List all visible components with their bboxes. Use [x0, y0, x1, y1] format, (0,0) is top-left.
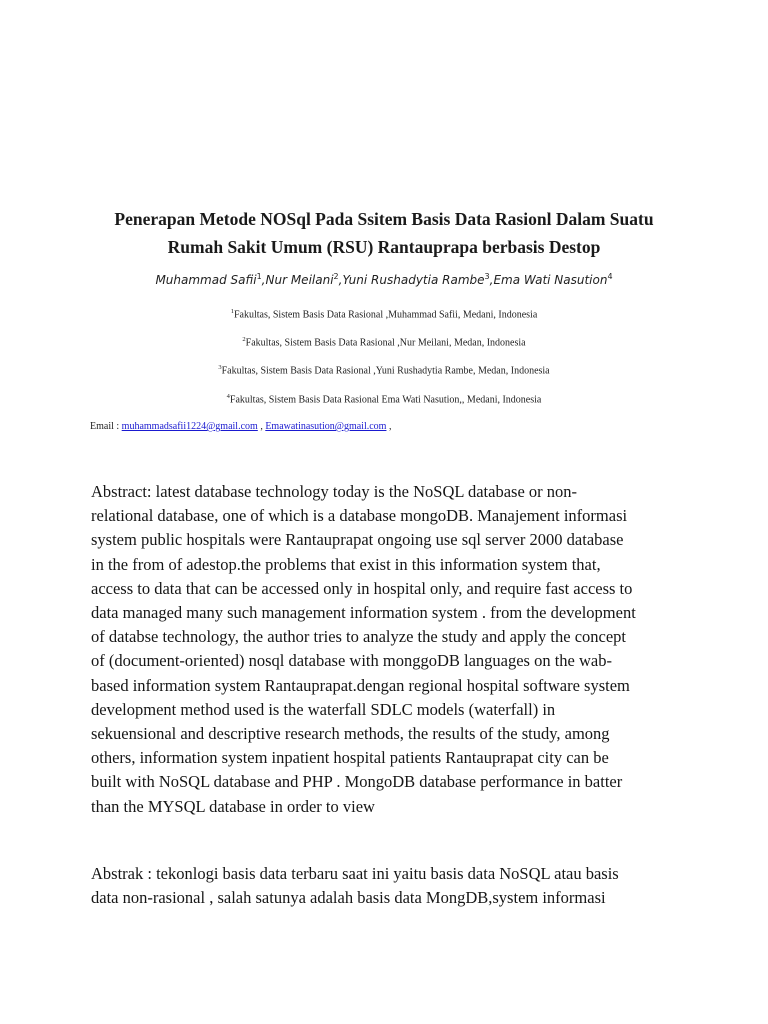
affiliation-4	[40, 393, 728, 405]
abstract-line: of databse technology, the author tries to analyze the study and apply the concept	[91, 627, 627, 647]
author-sup: 1	[256, 272, 262, 281]
affiliation-3	[40, 364, 728, 376]
abstract-indonesian	[91, 862, 685, 910]
author-sup: 3	[484, 272, 490, 281]
title-line-2: Rumah Sakit Umum (RSU) Rantauprapa berbasis Destop	[167, 237, 601, 257]
author-name: Nur Meilani	[265, 273, 334, 287]
affiliation-sup: 4	[226, 393, 230, 400]
affiliation-sup: 2	[242, 336, 246, 343]
author-name: Ema Wati Nasution	[493, 273, 608, 287]
abstrak-line: data non-rasional , salah satunya adalah basis data MongDB,system informasi	[91, 888, 606, 908]
abstract-line: in the from of adestop.the problems that exist in this information system that,	[91, 554, 601, 574]
author-list	[40, 272, 728, 287]
abstract-line: built with NoSQL database and PHP . MongoDB database performance in batter	[91, 772, 623, 792]
affiliation-sup: 1	[230, 308, 234, 315]
author-sup: 2	[333, 272, 339, 281]
abstract-line: access to data that can be accessed only in hospital only, and require fast access to	[91, 578, 633, 598]
abstract-line: of (document-oriented) nosql database with monggoDB languages on the wab-	[91, 651, 612, 671]
abstract-line: data managed many such management information system . from the development	[91, 603, 636, 623]
abstract-line: relational database, one of which is a database mongoDB. Manajement informasi	[91, 506, 628, 526]
author-separator: ,	[489, 273, 494, 287]
email-line	[90, 421, 391, 432]
email-separator: ,	[257, 421, 266, 432]
abstract-line: Abstract: latest database technology today is the NoSQL database or non-	[91, 482, 578, 501]
author-name: Muhammad Safii	[155, 273, 257, 287]
author-separator: ,	[261, 273, 266, 287]
abstract-line: than the MYSQL database in order to view	[91, 796, 375, 816]
abstract-line: system public hospitals were Rantauprapat ongoing use sql server 2000 database	[91, 530, 624, 550]
affiliation-text: Fakultas, Sistem Basis Data Rasional ,Muhammad Safii, Medani, Indonesia	[233, 309, 538, 321]
affiliation-2	[40, 336, 728, 348]
author-separator: ,	[338, 273, 343, 287]
affiliation-text: Fakultas, Sistem Basis Data Rasional ,Yuni Rushadytia Rambe, Medan, Indonesia	[221, 365, 550, 377]
author-name: Yuni Rushadytia Rambe	[342, 273, 485, 287]
email-link-2[interactable]: Emawatinasution@gmail.com	[265, 421, 387, 432]
affiliation-text: Fakultas, Sistem Basis Data Rasional ,Nur Meilani, Medan, Indonesia	[245, 337, 526, 349]
abstract-line: sekuensional and descriptive research methods, the results of the study, among	[91, 724, 610, 744]
affiliation-sup: 3	[218, 364, 222, 371]
abstract-english	[91, 480, 685, 819]
email-link-1[interactable]: muhammadsafii1224@gmail.com	[121, 421, 258, 432]
abstract-line: development method used is the waterfall SDLC models (waterfall) in	[91, 699, 556, 719]
email-trailing: ,	[386, 421, 392, 432]
paper-title	[40, 205, 728, 261]
abstract-line: others, information system inpatient hospital patients Rantauprapat city can be	[91, 748, 609, 768]
affiliation-text: Fakultas, Sistem Basis Data Rasional Ema Wati Nasution,, Medani, Indonesia	[229, 394, 542, 406]
affiliation-1	[40, 308, 728, 320]
email-label: Email :	[90, 421, 122, 432]
title-line-1: Penerapan Metode NOSql Pada Ssitem Basis Data Rasionl Dalam Suatu	[114, 209, 654, 229]
abstrak-line: Abstrak : tekonlogi basis data terbaru saat ini yaitu basis data NoSQL atau basis	[91, 864, 619, 883]
abstract-line: based information system Rantauprapat.dengan regional hospital software system	[91, 675, 630, 695]
author-sup: 4	[607, 272, 613, 281]
